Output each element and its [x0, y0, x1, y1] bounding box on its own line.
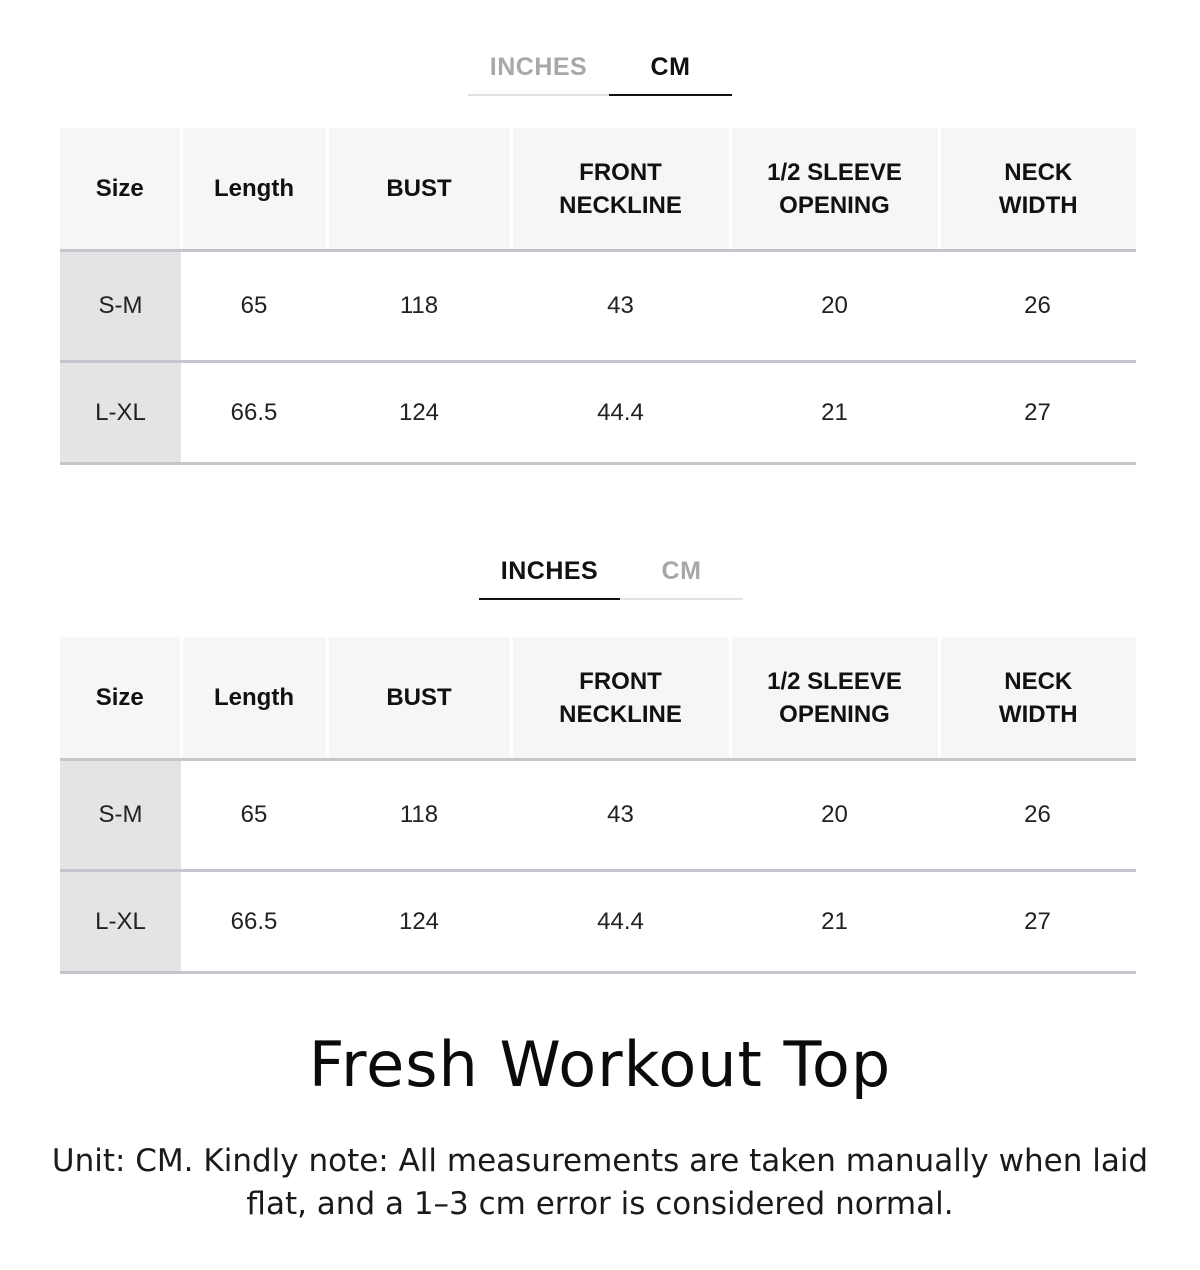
header-size: Size [60, 128, 181, 251]
size-chart-table-cm [60, 128, 1136, 465]
neck-width-cell: 27 [939, 362, 1136, 464]
front-neckline-cell: 44.4 [511, 871, 730, 973]
table-row [60, 871, 1136, 973]
product-title: Fresh Workout Top [308, 1028, 892, 1101]
neck-width-cell: 27 [939, 871, 1136, 973]
sleeve-opening-cell: 21 [730, 362, 939, 464]
header-length: Length [181, 637, 327, 760]
tab-cm[interactable]: CM [609, 36, 732, 94]
bust-cell: 118 [327, 760, 511, 871]
header-neck-width: NECK WIDTH [939, 128, 1136, 251]
header-length: Length [181, 128, 327, 251]
front-neckline-cell: 44.4 [511, 362, 730, 464]
front-neckline-cell: 43 [511, 251, 730, 362]
tab-cm[interactable]: CM [661, 557, 702, 585]
table-row [60, 760, 1136, 871]
tab-inches[interactable]: INCHES [479, 540, 620, 598]
header-bust: BUST [327, 128, 511, 251]
length-cell: 65 [181, 251, 327, 362]
unit-tabs-bottom [479, 540, 743, 600]
bust-cell: 124 [327, 362, 511, 464]
unit-tabs-top [468, 36, 732, 96]
bust-cell: 124 [327, 871, 511, 973]
front-neckline-cell: 43 [511, 760, 730, 871]
size-cell: L-XL [60, 362, 181, 464]
size-chart-table-inches [60, 637, 1136, 974]
table-row [60, 362, 1136, 464]
header-half-sleeve-opening: 1/2 SLEEVE OPENING [730, 128, 939, 251]
header-bust: BUST [327, 637, 511, 760]
bust-cell: 118 [327, 251, 511, 362]
neck-width-cell: 26 [939, 760, 1136, 871]
length-cell: 65 [181, 760, 327, 871]
neck-width-cell: 26 [939, 251, 1136, 362]
table-header-row [60, 128, 1136, 251]
measurement-note: Unit: CM. Kindly note: All measurements are taken manually when laid flat, and a 1–3 cm error is considered normal. [51, 1143, 1149, 1222]
header-neck-width: NECK WIDTH [939, 637, 1136, 760]
header-front-neckline: FRONT NECKLINE [511, 128, 730, 251]
tab-inches[interactable]: INCHES [489, 53, 588, 81]
sleeve-opening-cell: 21 [730, 871, 939, 973]
length-cell: 66.5 [181, 871, 327, 973]
table-header-row [60, 637, 1136, 760]
sleeve-opening-cell: 20 [730, 760, 939, 871]
header-half-sleeve-opening: 1/2 SLEEVE OPENING [730, 637, 939, 760]
length-cell: 66.5 [181, 362, 327, 464]
size-cell: S-M [60, 760, 181, 871]
header-front-neckline: FRONT NECKLINE [511, 637, 730, 760]
header-size: Size [60, 637, 181, 760]
size-cell: L-XL [60, 871, 181, 973]
size-cell: S-M [60, 251, 181, 362]
sleeve-opening-cell: 20 [730, 251, 939, 362]
table-row [60, 251, 1136, 362]
